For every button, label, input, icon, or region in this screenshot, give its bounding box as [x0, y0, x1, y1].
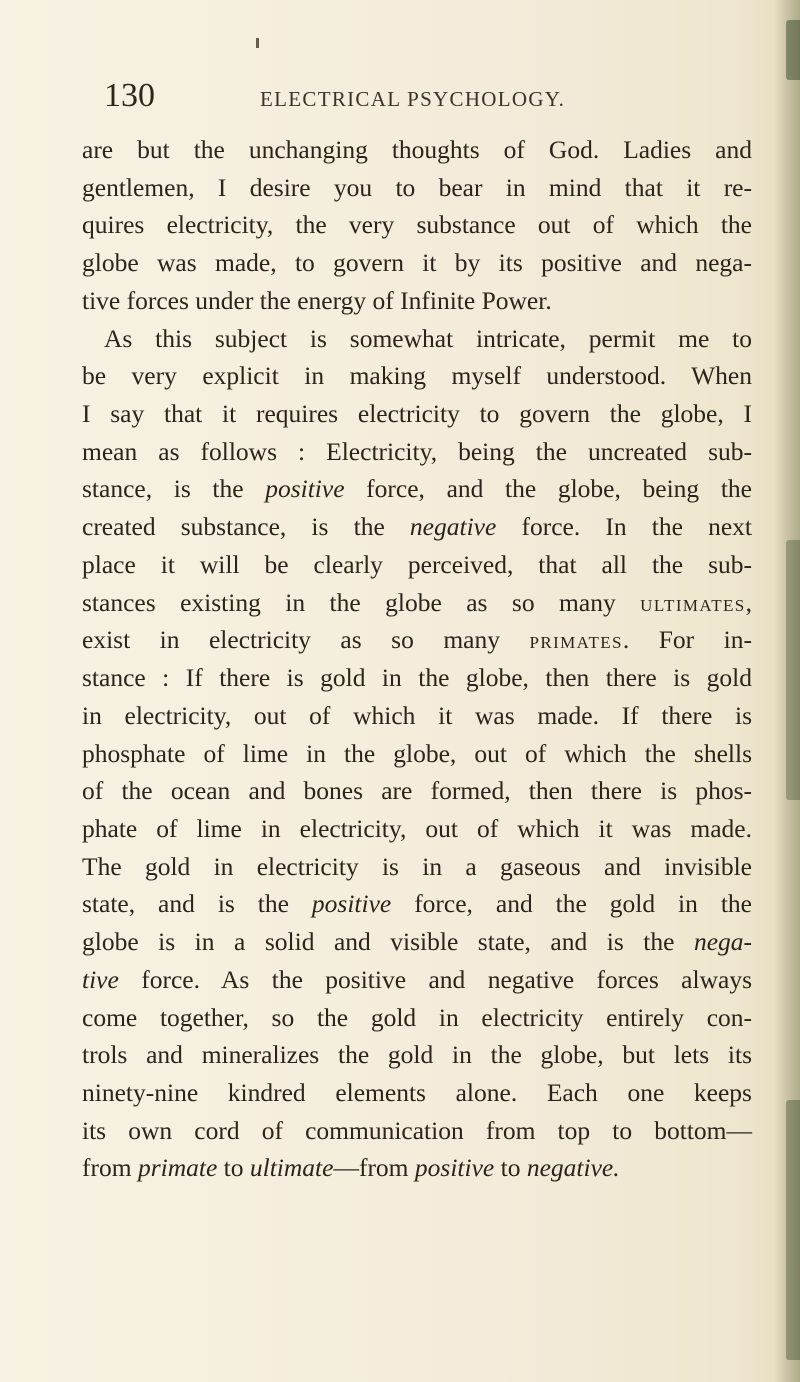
text-line [82, 1036, 752, 1074]
italic-term: positive [311, 889, 392, 919]
page-edge-stain [786, 1100, 800, 1360]
text-segment: state, and is the [82, 889, 312, 919]
text-segment: come together, so the gold in electricity entirely con- [82, 1002, 752, 1032]
text-line [82, 810, 752, 848]
running-head: ELECTRICAL PSYCHOLOGY. [260, 87, 566, 111]
text-segment: phosphate of lime in the globe, out of which the shells [82, 738, 752, 768]
text-segment: from [82, 1153, 138, 1183]
text-line [82, 169, 752, 207]
text-line [82, 1074, 752, 1112]
text-segment: created substance, is the [82, 512, 410, 542]
text-line [82, 885, 752, 923]
text-segment: of the ocean and bones are formed, then there is phos- [82, 776, 752, 806]
text-line [82, 621, 752, 659]
text-segment: trols and mineralizes the gold in the globe, but lets its [82, 1040, 752, 1070]
italic-term: nega- [693, 927, 752, 957]
page-number: 130 [104, 77, 155, 114]
text-segment: As this subject is somewhat intricate, permit me to [104, 323, 752, 353]
text-segment: gentlemen, I desire you to bear in mind that it re- [82, 172, 752, 202]
text-segment: force, and the globe, being the [344, 474, 752, 504]
page-header [0, 76, 800, 116]
text-segment: globe is in a solid and visible state, and is the [82, 927, 694, 957]
text-line [82, 659, 752, 697]
text-segment: exist in electricity as so many [82, 625, 530, 655]
text-line [82, 961, 752, 999]
text-line [82, 735, 752, 773]
text-segment: phate of lime in electricity, out of which it was made. [82, 813, 752, 843]
italic-term: tive [82, 964, 119, 994]
italic-term: positive [265, 474, 345, 504]
text-segment: force, and the gold in the [391, 889, 752, 919]
text-segment: —from [333, 1153, 415, 1183]
text-segment: , [745, 587, 752, 617]
text-line [82, 999, 752, 1037]
text-line [82, 697, 752, 735]
text-line [82, 470, 752, 508]
text-segment: . For in- [622, 625, 752, 655]
italic-term: primate [137, 1153, 218, 1183]
text-segment: in electricity, out of which it was made. If there is [82, 700, 752, 730]
text-line [82, 357, 752, 395]
text-line [82, 395, 752, 433]
text-segment: force. In the next [496, 512, 752, 542]
text-segment: The gold in electricity is in a gaseous and invisible [82, 851, 752, 881]
text-line [82, 923, 752, 961]
page-edge-stain [786, 540, 800, 800]
text-segment: be very explicit in making myself understood. When [82, 361, 752, 391]
text-segment: quires electricity, the very substance out of which the [82, 210, 752, 240]
text-line [82, 584, 752, 622]
text-line [82, 1112, 752, 1150]
page-edge-stain [786, 20, 800, 80]
text-segment: I say that it requires electricity to govern the globe, I [82, 399, 752, 429]
text-line [82, 1149, 752, 1187]
small-caps-term: PRIMATES [529, 633, 623, 653]
text-segment: globe was made, to govern it by its positive and nega- [82, 248, 752, 278]
text-line [82, 433, 752, 471]
italic-term: negative [409, 512, 497, 542]
text-segment: mean as follows : Electricity, being the uncreated sub- [82, 436, 752, 466]
print-speck [256, 38, 259, 48]
text-line [82, 772, 752, 810]
text-segment: force. As the positive and negative forces always [118, 964, 752, 994]
text-line [82, 848, 752, 886]
small-caps-term: ULTIMATES [640, 595, 746, 615]
italic-term: negative. [526, 1153, 620, 1183]
text-segment: its own cord of communication from top to bottom— [82, 1115, 752, 1145]
body-text [82, 131, 752, 1187]
text-segment: place it will be clearly perceived, that all the sub- [82, 549, 752, 579]
italic-term: ultimate [249, 1153, 334, 1183]
text-line [82, 206, 752, 244]
text-line [82, 131, 752, 169]
text-segment: tive forces under the energy of Infinite Power. [82, 285, 552, 315]
text-segment: stance, is the [82, 474, 266, 504]
text-line [82, 320, 752, 358]
text-segment: stance : If there is gold in the globe, then there is gold [82, 663, 752, 693]
text-segment: to [217, 1153, 250, 1183]
text-line [82, 508, 752, 546]
italic-term: positive [414, 1153, 495, 1183]
text-line [82, 282, 752, 320]
text-segment: to [494, 1153, 527, 1183]
text-segment: ninety-nine kindred elements alone. Each one keeps [82, 1077, 752, 1107]
text-line [82, 244, 752, 282]
text-segment: are but the unchanging thoughts of God. Ladies and [82, 135, 752, 164]
text-segment: stances existing in the globe as so many [82, 587, 641, 617]
text-line [82, 546, 752, 584]
